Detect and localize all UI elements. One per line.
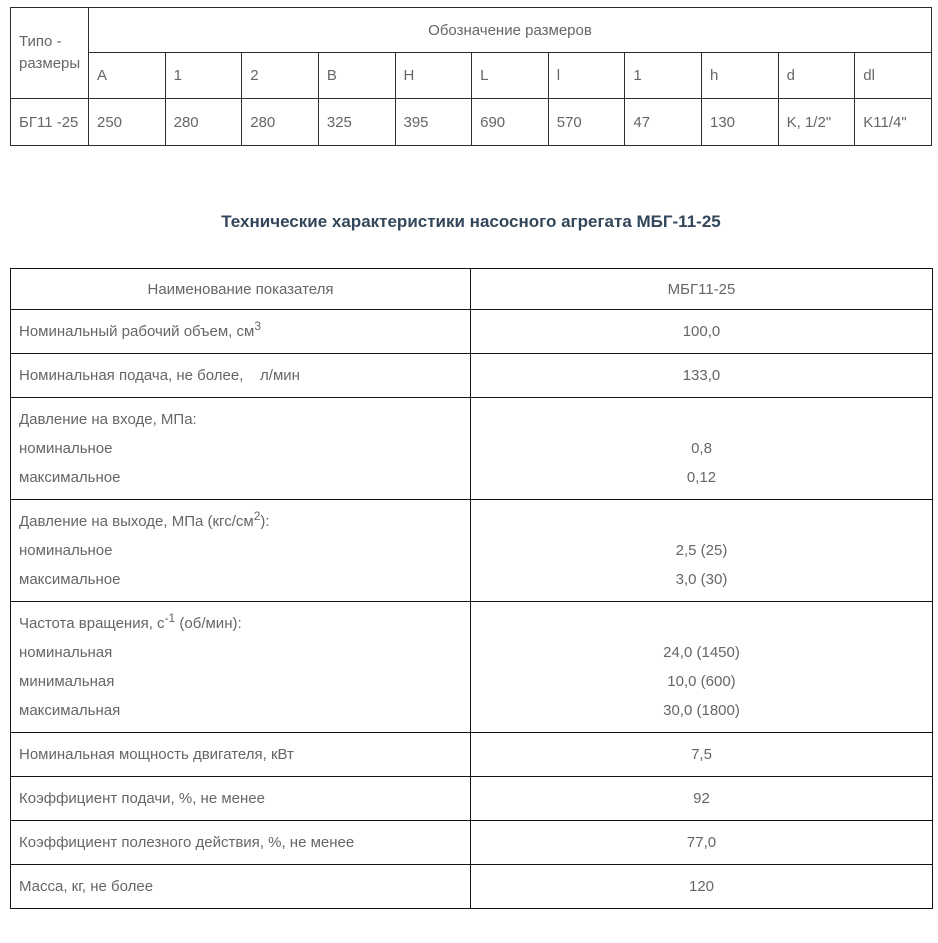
dimension-value-cell: 395 <box>395 99 472 146</box>
spec-line: максимальное <box>19 469 121 486</box>
dimension-value-cell: 280 <box>165 99 242 146</box>
dimension-column-header: dl <box>855 53 932 99</box>
spec-line <box>471 609 932 638</box>
spec-line: Давление на входе, МПа: <box>19 411 197 428</box>
table-row <box>11 500 933 602</box>
spec-line: 120 <box>688 878 715 895</box>
spec-line: 10,0 (600) <box>667 673 736 690</box>
table-row <box>11 310 933 354</box>
spec-value-cell <box>471 602 933 733</box>
spec-line: номинальное <box>19 440 113 457</box>
spec-line: 133,0 <box>682 367 721 384</box>
specs-tbody <box>11 310 933 909</box>
spec-line: Коэффициент полезного действия, %, не менее <box>19 834 355 851</box>
specs-header-value: МБГ11-25 <box>471 269 933 310</box>
spec-value-cell <box>471 310 933 354</box>
dimension-column-header: H <box>395 53 472 99</box>
dimensions-table <box>10 7 932 146</box>
spec-line: Масса, кг, не более <box>19 878 154 895</box>
spec-value-cell <box>471 398 933 500</box>
dimension-column-header: B <box>318 53 395 99</box>
dimensions-span-header: Обозначение размеров <box>89 8 932 53</box>
dimension-column-header: h <box>702 53 779 99</box>
superscript: -1 <box>164 611 176 625</box>
spec-name-cell <box>11 354 471 398</box>
spec-line: 0,8 <box>691 440 712 457</box>
spec-line: 92 <box>693 790 710 807</box>
table-row <box>11 354 933 398</box>
table-row <box>11 865 933 909</box>
dimension-value-cell: 570 <box>548 99 625 146</box>
dimension-column-header: 1 <box>625 53 702 99</box>
spec-line: 7,5 <box>691 746 712 763</box>
superscript: 2 <box>253 509 261 523</box>
spec-line: максимальная <box>19 702 121 719</box>
spec-line: Коэффициент подачи, %, не менее <box>19 790 265 807</box>
table-row <box>11 398 933 500</box>
table-row <box>11 777 933 821</box>
dimension-column-header: l <box>548 53 625 99</box>
spec-name-cell <box>11 733 471 777</box>
dimension-column-header: L <box>472 53 549 99</box>
superscript: 3 <box>254 319 261 333</box>
spec-name-cell <box>11 602 471 733</box>
spec-line: 100,0 <box>682 323 721 340</box>
dimension-values-row <box>11 99 932 146</box>
spec-line <box>471 405 932 434</box>
spec-name-cell <box>11 821 471 865</box>
dimension-value-cell: K, 1/2" <box>778 99 855 146</box>
dimension-value-cell: 280 <box>242 99 319 146</box>
table-row <box>11 733 933 777</box>
spec-line: номинальное <box>19 542 113 559</box>
dimensions-header-row <box>11 8 932 53</box>
spec-line: Номинальная подача, не более, л/мин <box>19 367 300 384</box>
spec-value-cell <box>471 777 933 821</box>
spec-line: минимальная <box>19 673 115 690</box>
specs-table <box>10 268 933 909</box>
spec-line: Частота вращения, $с^{-1}$ (об/мин): <box>19 611 242 632</box>
spec-line: 2,5 (25) <box>675 542 728 559</box>
type-size-label-cell: БГ11 -25 <box>11 99 89 146</box>
spec-line <box>471 507 932 536</box>
spec-line: 24,0 (1450) <box>663 644 740 661</box>
dimension-value-cell: 47 <box>625 99 702 146</box>
spec-value-cell <box>471 865 933 909</box>
spec-name-cell <box>11 500 471 602</box>
spec-line: номинальная <box>19 644 113 661</box>
spec-name-cell <box>11 777 471 821</box>
spec-name-cell <box>11 865 471 909</box>
table-row <box>11 821 933 865</box>
page-title: Технические характеристики насосного агрегата МБГ-11-25 <box>221 212 721 231</box>
dimension-column-header: A <box>89 53 166 99</box>
spec-value-cell <box>471 821 933 865</box>
spec-value-cell <box>471 500 933 602</box>
dimension-value-cell: 690 <box>472 99 549 146</box>
spec-line: 30,0 (1800) <box>663 702 740 719</box>
dimension-value-cell: 130 <box>702 99 779 146</box>
spec-name-cell <box>11 310 471 354</box>
dimension-column-header: 1 <box>165 53 242 99</box>
spec-line: Номинальная мощность двигателя, кВт <box>19 746 294 763</box>
spec-line: Давление на выходе, МПа $(кгс/см^2)$: <box>19 509 270 530</box>
spec-name-cell <box>11 398 471 500</box>
spec-line: 3,0 (30) <box>675 571 728 588</box>
dimension-value-cell: K11/4" <box>855 99 932 146</box>
spec-line: Номинальный рабочий объем, $см^3$ <box>19 319 261 340</box>
spec-value-cell <box>471 354 933 398</box>
table-row <box>11 602 933 733</box>
specs-header-name: Наименование показателя <box>11 269 471 310</box>
spec-line: максимальное <box>19 571 121 588</box>
type-sizes-corner-cell: Типо - размеры <box>11 8 89 99</box>
spec-value-cell <box>471 733 933 777</box>
dimension-column-header: 2 <box>242 53 319 99</box>
specs-header-row <box>11 269 933 310</box>
dimension-value-cell: 250 <box>89 99 166 146</box>
dimension-column-header: d <box>778 53 855 99</box>
dimension-columns-row <box>11 53 932 99</box>
dimension-value-cell: 325 <box>318 99 395 146</box>
spec-line: 0,12 <box>686 469 717 486</box>
spec-line: 77,0 <box>686 834 717 851</box>
